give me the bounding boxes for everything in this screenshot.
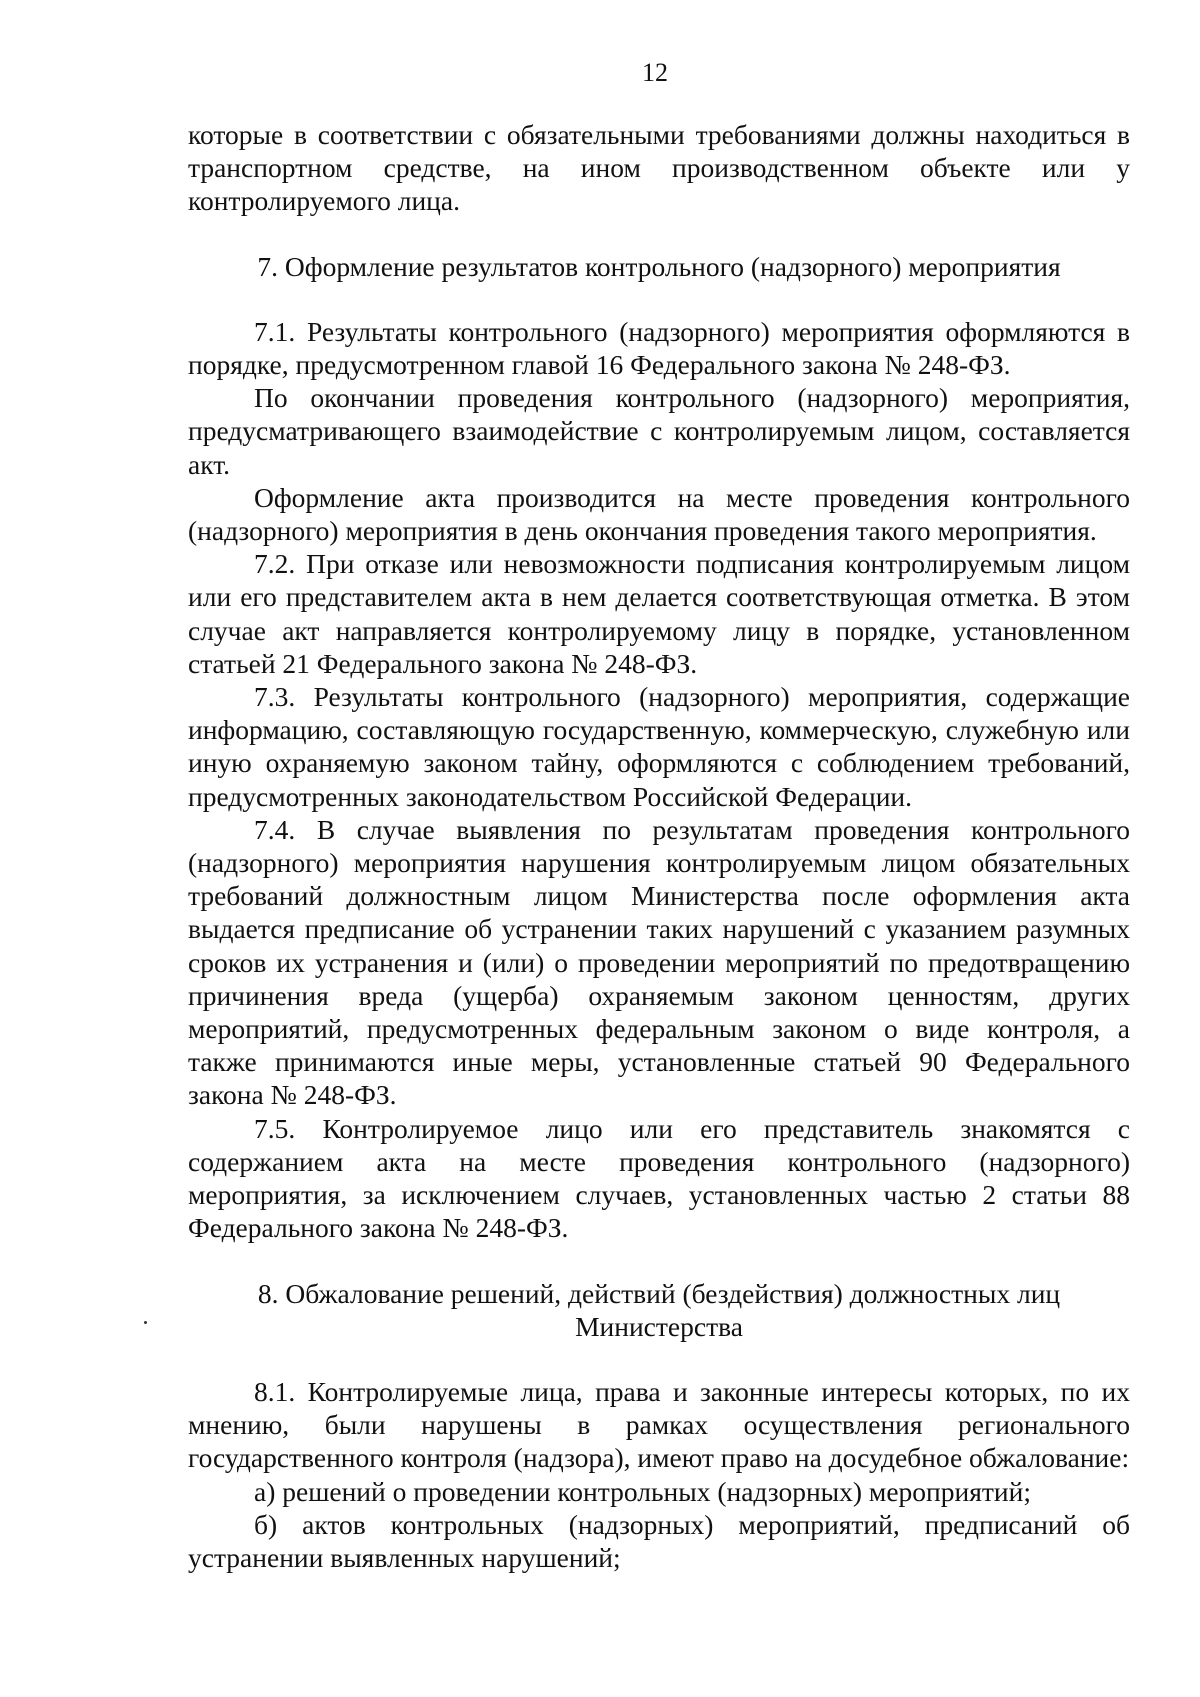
paragraph-7-4: 7.4. В случае выявления по результатам проведения контрольного (надзорного) мероприятия нарушения контролируемым лицом обязательных требований должностным лицом Министерства после оформления акта выдается предписание об устранении таких нарушений с указанием разумных сроков их устранения и (или) о проведении мероприятий по предотвращению причинения вреда (ущерба) охраняемым законом ценностям, других мероприятий, предусмотренных федеральным законом о виде контроля, а также принимаются иные меры, установленные статьей 90 Федерального закона № 248-ФЗ. xyxy=(188,813,1130,1111)
paragraph-7-3: 7.3. Результаты контрольного (надзорного) мероприятия, содержащие информацию, составляющую государственную, коммерческую, служебную или иную охраняемую законом тайну, оформляются с соблюдением требований, предусмотренных законодательством Российской Федерации. xyxy=(188,681,1130,812)
section-8-heading xyxy=(188,1277,1130,1343)
section-8-heading-line-2: Министерства xyxy=(575,1310,743,1342)
intro-paragraph: которые в соответствии с обязательными требованиями должны находиться в транспортном средстве, на ином производственном объекте или у контролируемого лица. xyxy=(188,119,1130,217)
paragraph-8-1-a: а) решений о проведении контрольных (надзорных) мероприятий; xyxy=(254,1475,1031,1507)
section-8-heading-line-1: 8. Обжалование решений, действий (бездействия) должностных лиц xyxy=(257,1277,1061,1309)
paragraph-7-5: 7.5. Контролируемое лицо или его представитель знакомятся с содержанием акта на месте проведения контрольного (надзорного) мероприятия, за исключением случаев, установленных частью 2 статьи 88 Федерального закона № 248-ФЗ. xyxy=(188,1112,1130,1244)
section-7-heading: 7. Оформление результатов контрольного (надзорного) мероприятия xyxy=(257,250,1061,282)
scan-speck xyxy=(144,1321,147,1324)
paragraph-7-1: 7.1. Результаты контрольного (надзорного) мероприятия оформляются в порядке, предусмотренном главой 16 Федерального закона № 248-ФЗ. xyxy=(188,315,1130,381)
paragraph-8-1: 8.1. Контролируемые лица, права и законные интересы которых, по их мнению, были нарушены в рамках осуществления регионального государственного контроля (надзора), имеют право на досудебное обжалование: xyxy=(188,1375,1130,1474)
paragraph-7-2: 7.2. При отказе или невозможности подписания контролируемым лицом или его представителем акта в нем делается соответствующая отметка. В этом случае акт направляется контролируемому лицу в порядке, установленном статьей 21 Федерального закона № 248-ФЗ. xyxy=(188,548,1130,679)
document-body xyxy=(188,118,1130,1574)
paragraph-7-1-place: Оформление акта производится на месте проведения контрольного (надзорного) мероприятия в день окончания проведения такого мероприятия. xyxy=(188,481,1130,547)
paragraph-8-1-b: б) актов контрольных (надзорных) мероприятий, предписаний об устранении выявленных нарушений; xyxy=(188,1508,1130,1573)
paragraph-7-1-act: По окончании проведения контрольного (надзорного) мероприятия, предусматривающего взаимодействие с контролируемым лицом, составляется акт. xyxy=(188,382,1130,480)
page-number: 12 xyxy=(642,58,668,87)
